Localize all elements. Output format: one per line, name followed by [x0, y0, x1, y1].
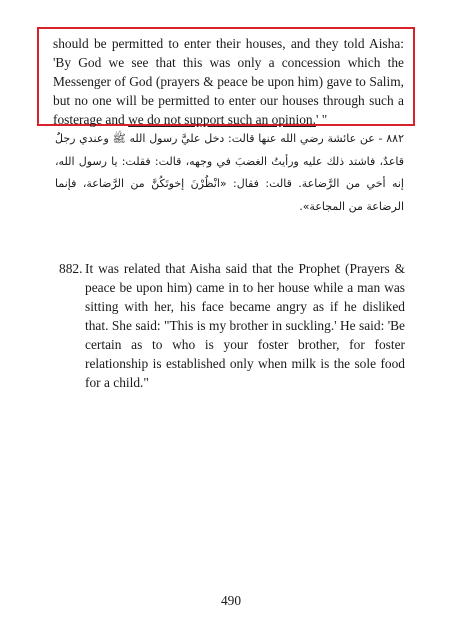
arabic-hadith: ٨٨٢ - عن عائشة رضي الله عنها قالت: دخل عليَّ رسول الله ﷺ وعندي رجلٌ قاعدٌ، فاشتد ذلك عليه ورأيتُ الغضبَ في وجهه، قالت: فقلت: يا رسول الله، إنه أخي من الرَّضاعة. قالت: فقال: «انْظُرْنَ إخوتَكُنَّ من الرَّضاعة، فإنما الرضاعة من المجاعة». [55, 132, 404, 213]
highlighted-passage [53, 34, 404, 129]
passage-text: should be permitted to enter their houses, and they told Aisha: 'By God we see that this was only a concession which the Messenger of God (prayers & peace be upon him) gave to Salim, but no one will be permitted to enter our houses through such a fosterage and [53, 36, 404, 127]
closing-quote: ' " [315, 112, 328, 127]
english-hadith: It was related that Aisha said that the Prophet (Prayers & peace be upon him) came in to her house while a man was sitting with her, his face became angry as if he disliked that. She said: "This is my brother in suckling.' He said: 'Be certain as to who is your foster brother, for foster relationship is established only when milk is the sole food for a child." [85, 261, 405, 390]
page-number: 490 [220, 593, 242, 608]
underlined-phrase: we do not support such an opinion. [128, 112, 316, 127]
hadith-number: 882. [59, 261, 83, 276]
